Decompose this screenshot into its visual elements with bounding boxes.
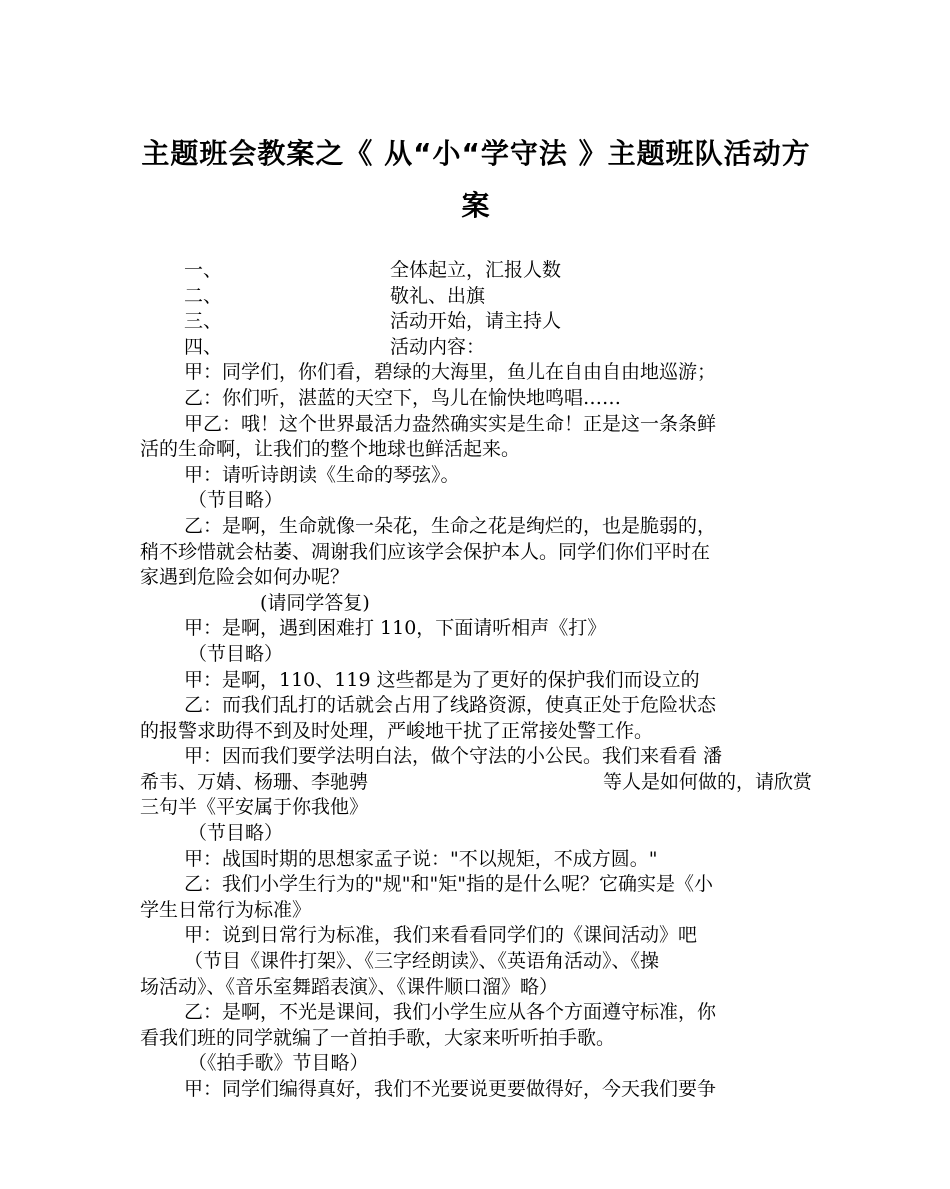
paragraph-line: 乙：是啊，不光是课间，我们小学生应从各个方面遵守标准，你	[184, 1001, 717, 1024]
item-text: 活动开始，请主持人	[390, 310, 562, 333]
paragraph-line: 三句半《平安属于你我他》	[140, 796, 369, 819]
paragraph-line: 甲：同学们，你们看，碧绿的大海里，鱼儿在自由自由地巡游；	[184, 361, 717, 384]
paragraph-line: 甲：同学们编得真好，我们不光要说更要做得好，今天我们要争	[184, 1078, 717, 1100]
paragraph-line: 乙：你们听，湛蓝的天空下，鸟儿在愉快地鸣唱……	[184, 386, 622, 409]
paragraph-line: 家遇到危险会如何办呢？	[140, 566, 350, 589]
item-number: 一、	[184, 259, 223, 281]
paragraph-line: （节目略）	[188, 489, 284, 512]
numbered-item-4	[140, 335, 812, 361]
paragraph-line: 学生日常行为标准》	[140, 898, 312, 921]
paragraph-text: 等人是如何做的，请欣赏	[602, 770, 812, 793]
paragraph-line: (请同学答复)	[260, 591, 370, 614]
item-number: 四、	[184, 335, 223, 358]
paragraph-line: 乙：而我们乱打的话就会占用了线路资源，使真正处于危险状态	[184, 694, 717, 717]
paragraph-line: 活的生命啊，让我们的整个地球也鲜活起来。	[140, 438, 521, 461]
title-line-1: 主题班会教案之《 从“小“学守法 》主题班队活动方	[141, 137, 811, 170]
paragraph-line: （节目略）	[188, 642, 284, 665]
names-text: 希韦、万婧、杨珊、李驰骋	[140, 770, 369, 793]
numbered-item-3	[140, 309, 812, 335]
item-text: 全体起立，汇报人数	[390, 259, 562, 281]
paragraph-line: 乙：是啊，生命就像一朵花，生命之花是绚烂的，也是脆弱的，	[184, 514, 717, 537]
paragraph-line: （节目略）	[188, 822, 284, 845]
paragraph-line: 稍不珍惜就会枯萎、凋谢我们应该学会保护本人。同学们你们平时在	[140, 540, 711, 563]
paragraph-line: 甲：因而我们要学法明白法，做个守法的小公民。我们来看看 潘	[184, 745, 723, 768]
title-line-2: 案	[461, 189, 491, 222]
paragraph-line: 乙：我们小学生行为的"规"和"矩"指的是什么呢？它确实是《小	[184, 873, 713, 896]
paragraph-line: 甲：说到日常行为标准，我们来看看同学们的《课间活动》吧	[184, 924, 698, 947]
paragraph-line	[140, 770, 812, 796]
paragraph-line: 甲乙：哦！这个世界最活力盎然确实实是生命！正是这一条条鲜	[184, 412, 717, 435]
paragraph-line: 场活动》、《音乐室舞蹈表演》、《课件顺口溜》略）	[140, 975, 559, 998]
paragraph-line: （节目《课件打架》、《三字经朗读》、《英语角活动》、《操	[184, 950, 660, 973]
paragraph-line: 甲：是啊，遇到困难打 110，下面请听相声《打》	[184, 617, 607, 640]
item-text: 敬礼、出旗	[390, 284, 486, 307]
item-number: 三、	[184, 310, 223, 333]
document-body	[140, 258, 812, 1103]
paragraph-line: （《拍手歌》节目略）	[188, 1052, 369, 1075]
paragraph-line: 看我们班的同学就编了一首拍手歌，大家来听听拍手歌。	[140, 1026, 616, 1049]
item-text: 活动内容：	[390, 335, 486, 358]
paragraph-line: 的报警求助得不到及时处理，严峻地干扰了正常接处警工作。	[140, 719, 654, 742]
paragraph-line: 甲：是啊，110、119 这些都是为了更好的保护我们而设立的	[184, 668, 700, 691]
document-title	[140, 128, 812, 232]
paragraph-line: 甲：战国时期的思想家孟子说："不以规矩，不成方圆。"	[184, 847, 658, 870]
paragraph-line: 甲：请听诗朗读《生命的琴弦》。	[184, 463, 460, 486]
numbered-item-2	[140, 284, 812, 310]
numbered-item-1	[140, 258, 812, 284]
item-number: 二、	[184, 284, 223, 307]
